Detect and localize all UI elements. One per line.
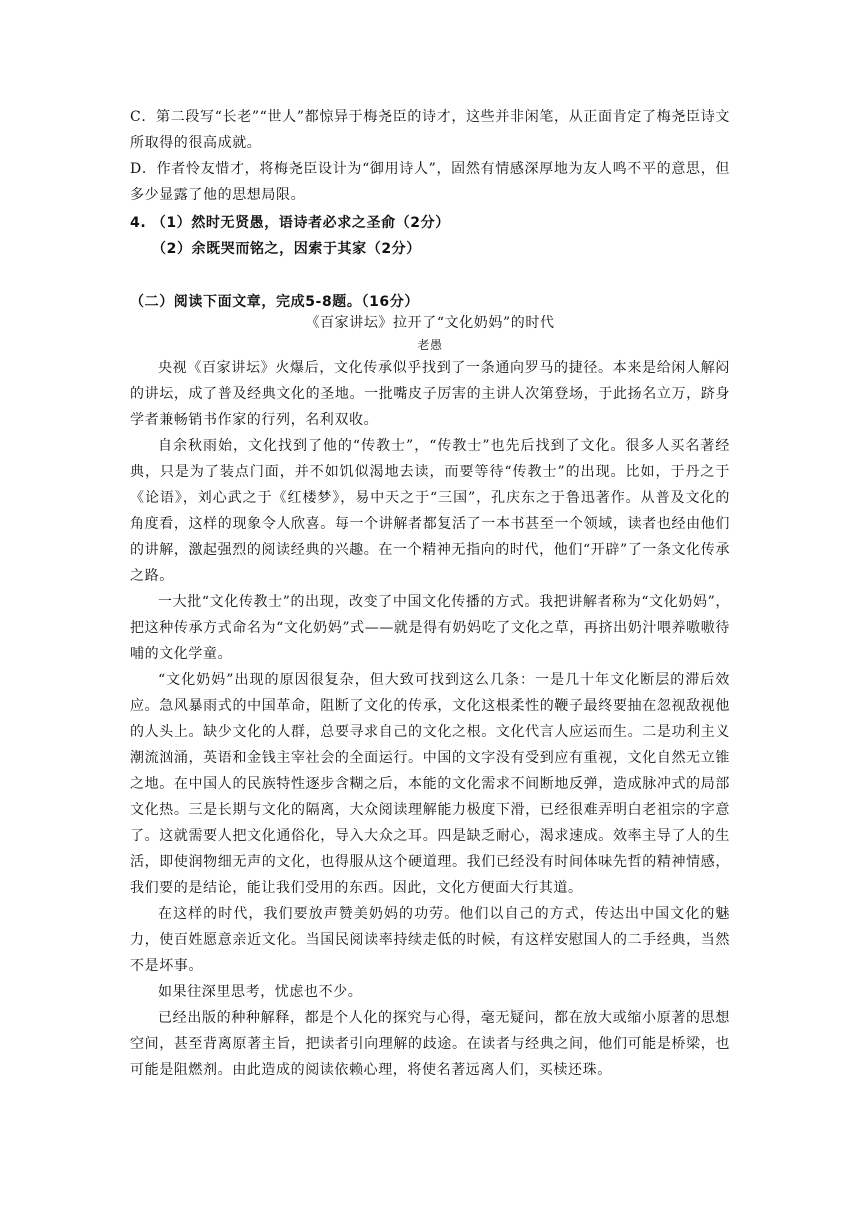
question3-options bbox=[130, 104, 730, 208]
article-paragraph: 一大批“文化传教士”的出现，改变了中国文化传播的方式。我把讲解者称为“文化奶妈”，把这种传承方式命名为“文化奶妈”式——就是得有奶妈吃了文化之草，再挤出奶汁喂养嗷嗷待哺的文化学童。 bbox=[130, 594, 730, 662]
article-author: 老愚 bbox=[417, 338, 443, 352]
question4 bbox=[130, 210, 730, 262]
article-paragraph: 自余秋雨始，文化找到了他的“传教士”，“传教士”也先后找到了文化。很多人买名著经典，只是为了装点门面，并不如饥似渴地去读，而要等待“传教士”的出现。比如，于丹之于《论语》，刘心武之于《红楼梦》，易中天之于“三国”，孔庆东之于鲁迅著作。从普及文化的角度看，这样的现象令人欣喜。每一个讲解者都复活了一本书甚至一个领域，读者也经由他们的讲解，激起强烈的阅读经典的兴趣。在一个精神无指向的时代，他们“开辟”了一条文化传承之路。 bbox=[130, 438, 730, 584]
article-body bbox=[130, 355, 730, 1083]
section2-heading: （二）阅读下面文章，完成5-8题。（16分） bbox=[130, 294, 419, 310]
option-d: D．作者怜友惜才，将梅尧臣设计为“御用诗人”，固然有情感深厚地为友人鸣不平的意思，但多少显露了他的思想局限。 bbox=[130, 161, 730, 203]
question4-item2: （2）余既哭而铭之，因索于其家（2分） bbox=[152, 241, 421, 257]
article-paragraph: 如果往深里思考，忧虑也不少。 bbox=[158, 984, 363, 1000]
article-header bbox=[130, 312, 730, 356]
question4-label: 4. （1）然时无贤愚，语诗者必求之圣俞（2分） bbox=[130, 215, 450, 231]
article-paragraph: 在这样的时代，我们要放声赞美奶妈的功劳。他们以自己的方式，传达出中国文化的魅力，使百姓愿意亲近文化。当国民阅读率持续走低的时候，有这样安慰国人的二手经典，当然不是坏事。 bbox=[130, 906, 730, 974]
article-title: 《百家讲坛》拉开了“文化奶妈”的时代 bbox=[305, 315, 555, 331]
option-c: C．第二段写“长老”“世人”都惊异于梅尧臣的诗才，这些并非闲笔，从正面肯定了梅尧臣诗文所取得的很高成就。 bbox=[130, 109, 730, 151]
article-paragraph: 央视《百家讲坛》火爆后，文化传承似乎找到了一条通向罗马的捷径。本来是给闲人解闷的讲坛，成了普及经典文化的圣地。一批嘴皮子厉害的主讲人次第登场，于此扬名立万，跻身学者兼畅销书作家的行列，名利双收。 bbox=[130, 360, 730, 428]
article-paragraph: “文化奶妈”出现的原因很复杂，但大致可找到这么几条：一是几十年文化断层的滞后效应。急风暴雨式的中国革命，阻断了文化的传承，文化这根柔性的鞭子最终要抽在忽视敌视他的人头上。缺少文化的人群，总要寻求自己的文化之根。文化代言人应运而生。二是功利主义潮流汹涌，英语和金钱主宰社会的全面运行。中国的文字没有受到应有重视，文化自然无立锥之地。在中国人的民族特性逐步含糊之后，本能的文化需求不间断地反弹，造成脉冲式的局部文化热。三是长期与文化的隔离，大众阅读理解能力极度下滑，已经很难弄明白老祖宗的字意了。这就需要人把文化通俗化，导入大众之耳。四是缺乏耐心，渴求速成。效率主导了人的生活，即使润物细无声的文化，也得服从这个硬道理。我们已经没有时间体味先哲的精神情感，我们要的是结论，能让我们受用的东西。因此，文化方便面大行其道。 bbox=[130, 672, 730, 896]
article-paragraph: 已经出版的种种解释，都是个人化的探究与心得，毫无疑问，都在放大或缩小原著的思想空间，甚至背离原著主旨，把读者引向理解的歧途。在读者与经典之间，他们可能是桥梁，也可能是阻燃剂。由此造成的阅读依赖心理，将使名著远离人们，买椟还珠。 bbox=[130, 1010, 730, 1078]
